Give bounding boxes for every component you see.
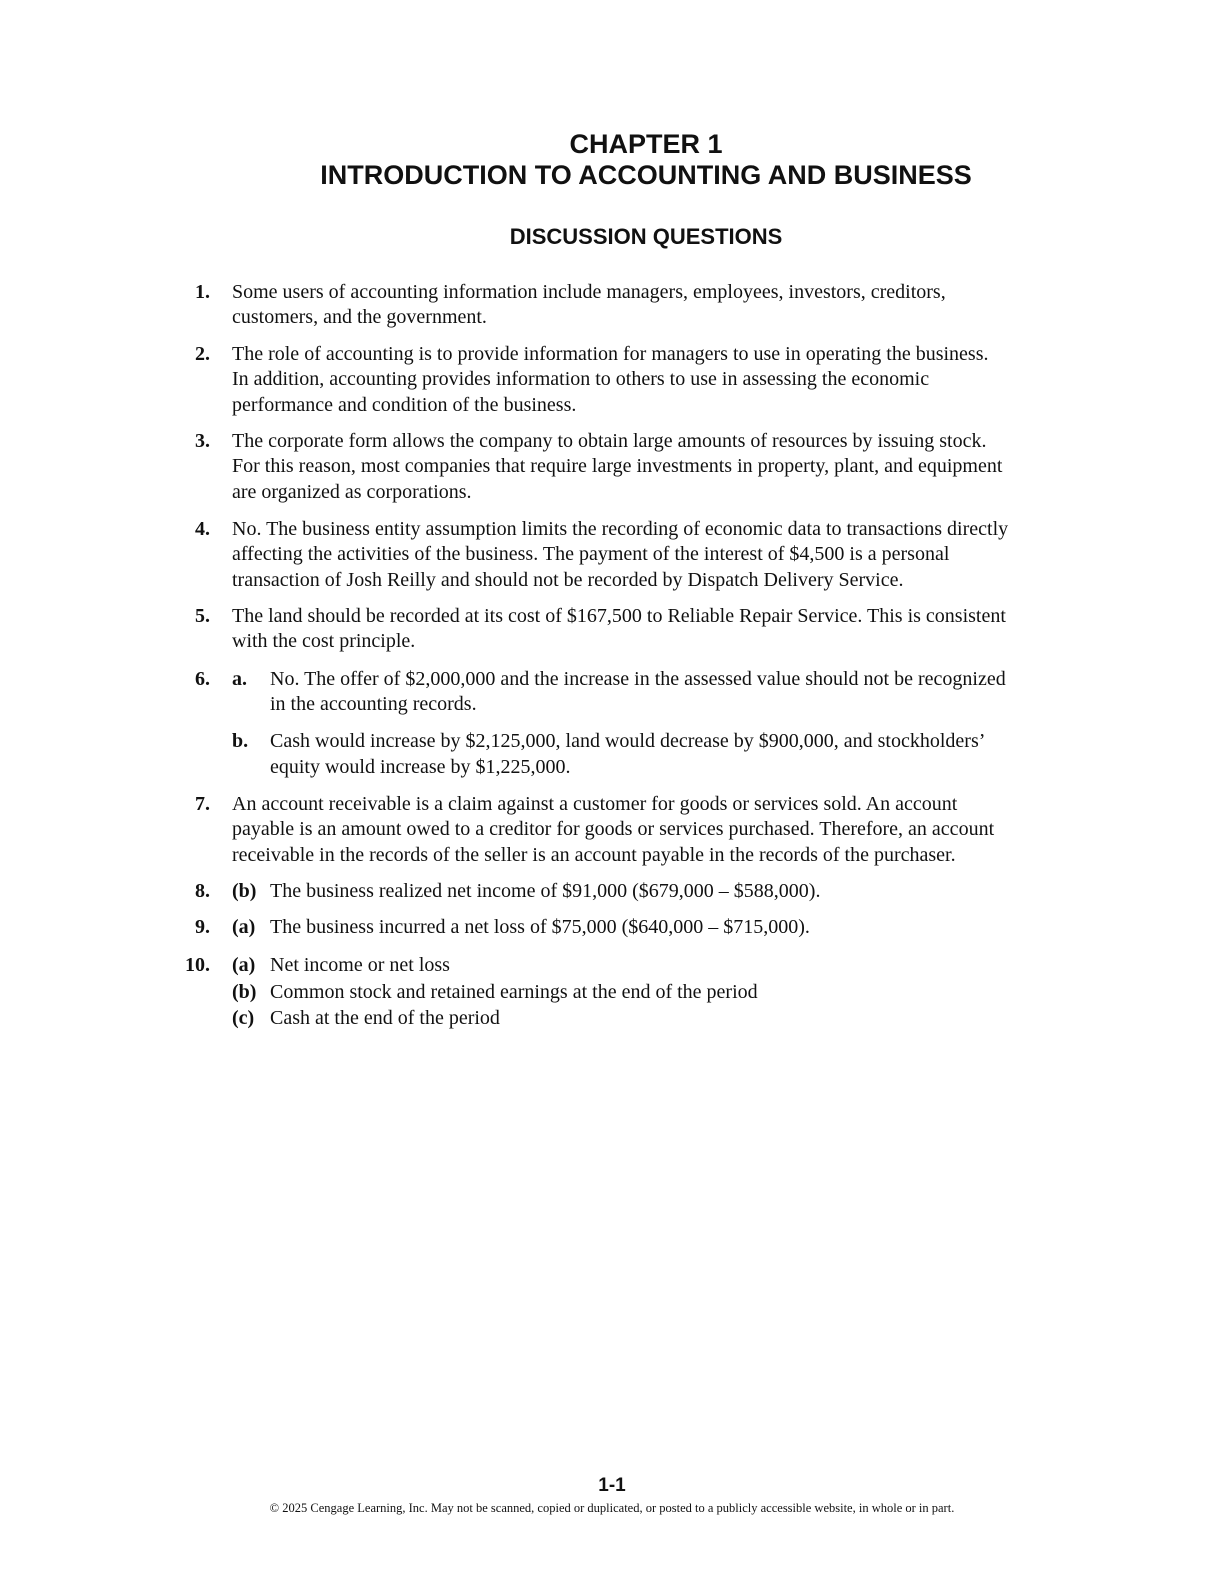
answer-line: Some users of accounting information include managers, employees, investors, creditors, [232,281,946,303]
copyright-notice: © 2025 Cengage Learning, Inc. May not be scanned, copied or duplicated, or posted to a publicly accessible website, in whole or in part. [269,1501,955,1515]
answer-line: in the accounting records. [270,693,477,715]
answer-line: For this reason, most companies that require large investments in property, plant, and equipment [232,455,1003,477]
answer-line: No. The business entity assumption limits the recording of economic data to transactions directly [232,518,1009,540]
chapter-title: INTRODUCTION TO ACCOUNTING AND BUSINESS [320,160,972,190]
answer-line: transaction of Josh Reilly and should not be recorded by Dispatch Delivery Service. [232,569,904,591]
answer-line: are organized as corporations. [232,481,472,503]
part-label: a. [232,668,247,690]
question-number: 9. [195,916,210,938]
answer-line: The corporate form allows the company to obtain large amounts of resources by issuing stock. [232,430,987,452]
answer-line: The business incurred a net loss of $75,000 ($640,000 – $715,000). [270,916,810,938]
question-number: 1. [195,281,210,303]
answer-line: The land should be recorded at its cost of $167,500 to Reliable Repair Service. This is consistent [232,605,1006,627]
answer-line: In addition, accounting provides information to others to use in assessing the economic [232,368,930,390]
part-label: (b) [232,981,257,1003]
section-title: DISCUSSION QUESTIONS [509,224,783,249]
answer-line: Common stock and retained earnings at the end of the period [270,981,758,1003]
answer-line: An account receivable is a claim against a customer for goods or services sold. An account [232,793,958,815]
answer-line: The role of accounting is to provide information for managers to use in operating the business. [232,343,989,365]
part-label: b. [232,730,249,752]
question-number: 5. [195,605,210,627]
part-label: (b) [232,880,257,902]
question-number: 10. [185,954,210,976]
part-label: (a) [232,916,256,938]
answer-line: No. The offer of $2,000,000 and the increase in the assessed value should not be recognized [270,668,1006,690]
answer-line: payable is an amount owed to a creditor for goods or services purchased. Therefore, an account [232,818,995,840]
answer-line: Net income or net loss [270,954,450,976]
answer-line: The business realized net income of $91,000 ($679,000 – $588,000). [270,880,821,902]
answer-line: with the cost principle. [232,630,416,652]
question-number: 4. [195,518,210,540]
answer-line: performance and condition of the business. [232,394,577,416]
question-number: 6. [195,668,210,690]
answer-line: equity would increase by $1,225,000. [270,756,571,778]
question-number: 2. [195,343,210,365]
answer-line: Cash at the end of the period [270,1007,500,1029]
chapter-label: CHAPTER 1 [569,129,723,159]
answer-line: customers, and the government. [232,306,487,328]
answer-line: affecting the activities of the business. The payment of the interest of $4,500 is a personal [232,543,950,565]
question-number: 7. [195,793,210,815]
question-number: 3. [195,430,210,452]
part-label: (c) [232,1007,255,1029]
answer-line: Cash would increase by $2,125,000, land would decrease by $900,000, and stockholders’ [270,730,986,752]
answer-line: receivable in the records of the seller is an account payable in the records of the purchaser. [232,844,956,866]
part-label: (a) [232,954,256,976]
question-number: 8. [195,880,210,902]
page-number: 1-1 [598,1475,626,1496]
